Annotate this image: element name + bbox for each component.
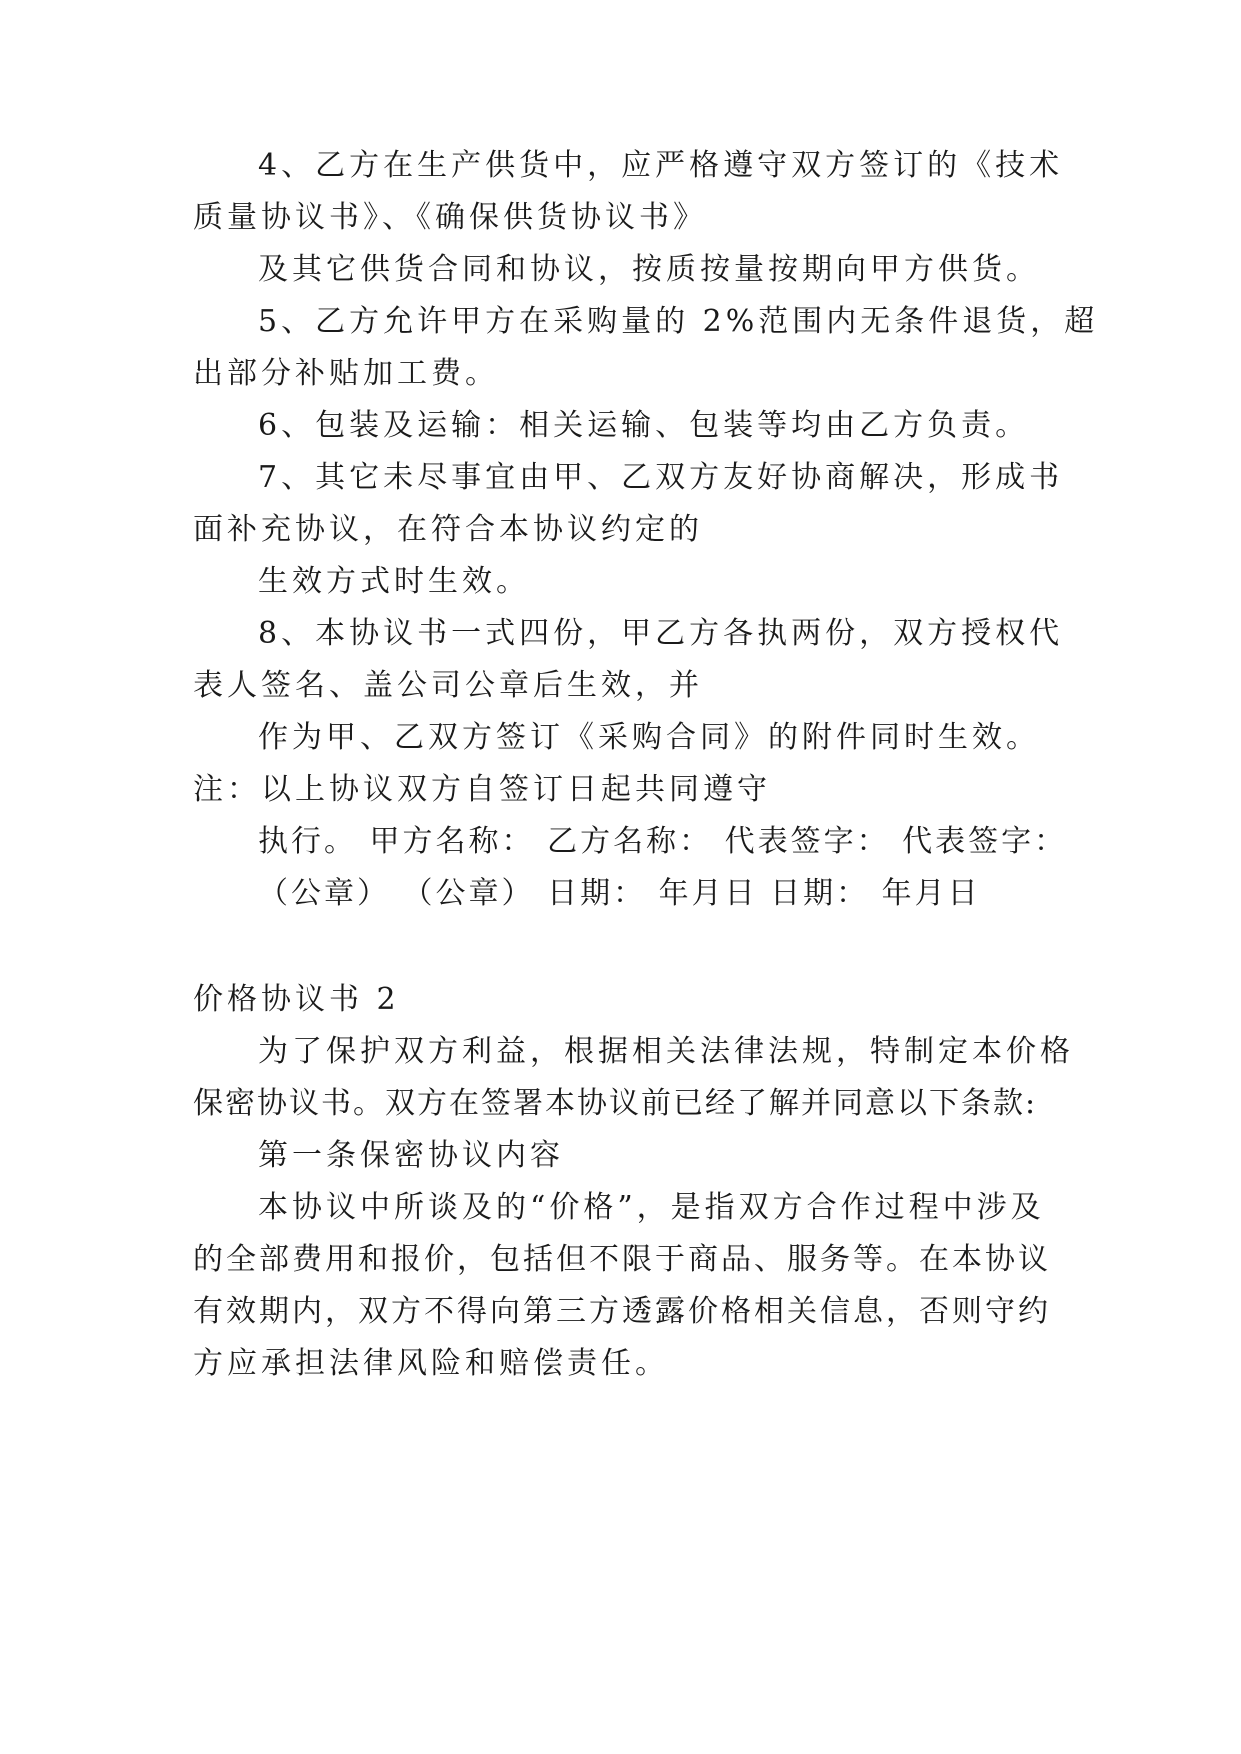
clause-4-line-2: 质量协议书》、《确保供货协议书》 [193,200,707,235]
clause-8-line-1: 8、本协议书一式四份，甲乙方各执两份，双方授权代 [258,616,1064,651]
clause-4-line-1: 4、乙方在生产供货中，应严格遵守双方签订的《技术 [258,148,1064,183]
intro-line-2: 保密协议书。双方在签署本协议前已经了解并同意以下条款: [193,1086,1038,1121]
clause-7-line-3: 生效方式时生效。 [258,564,530,599]
intro-line-1: 为了保护双方利益，根据相关法律法规，特制定本价格 [258,1034,1074,1069]
clause-6: 6、包装及运输：相关运输、包装等均由乙方负责。 [258,408,1030,443]
article-1-line-1: 本协议中所谈及的“价格”，是指双方合作过程中涉及 [258,1190,1045,1225]
article-1-line-4: 方应承担法律风险和赔偿责任。 [193,1346,669,1381]
section-title: 价格协议书 2 [193,982,400,1017]
article-1-line-3: 有效期内，双方不得向第三方透露价格相关信息，否则守约 [193,1294,1051,1329]
note-line: 注：以上协议双方自签订日起共同遵守 [193,772,771,807]
clause-4-line-3: 及其它供货合同和协议，按质按量按期向甲方供货。 [258,252,1040,287]
signature-block-dates: （公章） （公章） 日期： 年月日 日期： 年月日 [258,876,981,911]
clause-5-line-2: 出部分补贴加工费。 [193,356,499,391]
clause-5-line-1: 5、乙方允许甲方在采购量的 2%范围内无条件退货，超 [258,304,1099,339]
clause-8-line-3: 作为甲、乙双方签订《采购合同》的附件同时生效。 [258,720,1040,755]
signature-block-names: 执行。 甲方名称： 乙方名称： 代表签字： 代表签字： [258,824,1068,859]
article-1-heading: 第一条保密协议内容 [258,1138,564,1173]
clause-8-line-2: 表人签名、盖公司公章后生效，并 [193,668,703,703]
clause-7-line-1: 7、其它未尽事宜由甲、乙双方友好协商解决，形成书 [258,460,1064,495]
clause-7-line-2: 面补充协议，在符合本协议约定的 [193,512,703,547]
article-1-line-2: 的全部费用和报价，包括但不限于商品、服务等。在本协议 [193,1242,1051,1277]
